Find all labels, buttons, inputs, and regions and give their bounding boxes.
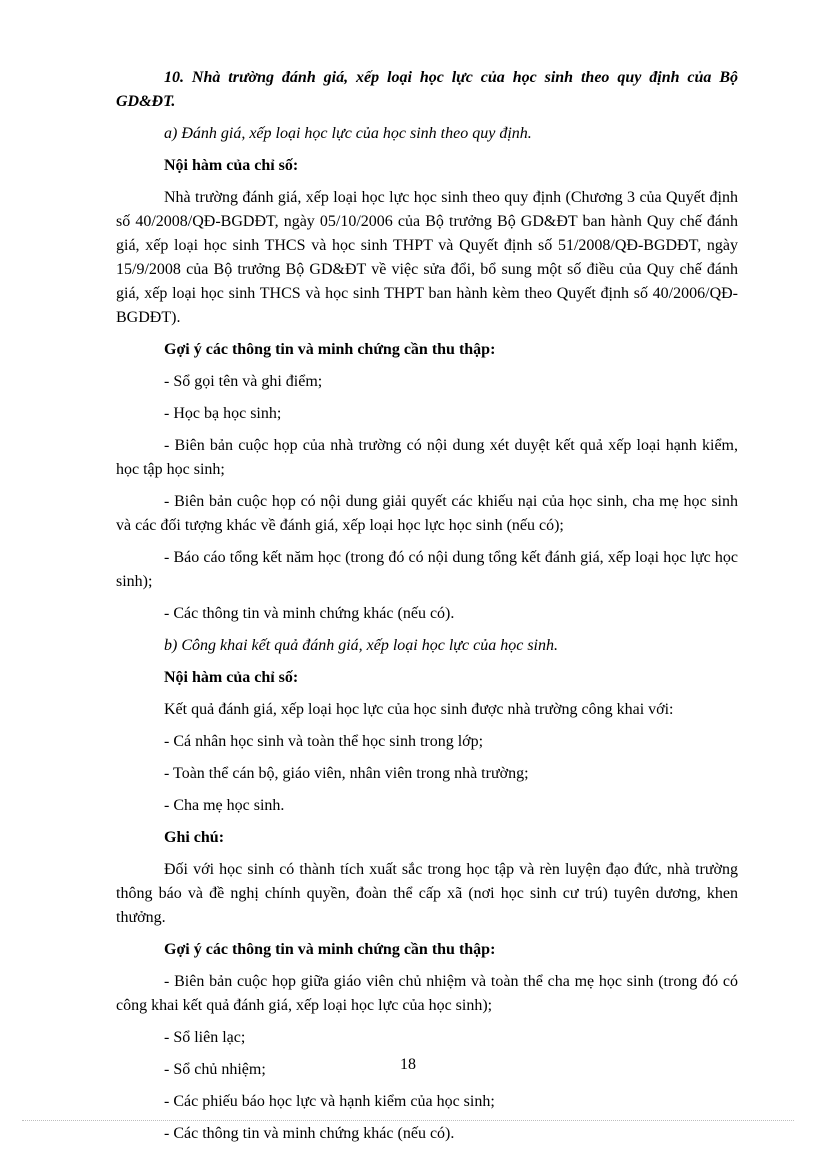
part-b-audience-item: - Cha mẹ học sinh. [164,797,285,814]
part-a-evidence-item: - Biên bản cuộc họp có nội dung giải quyết các khiếu nại của học sinh, cha mẹ học sinh và các đối tượng khác về đánh giá, xếp loại học lực học sinh (nếu có); [116,493,738,534]
part-a-evidence-item: - Báo cáo tổng kết năm học (trong đó có nội dung tổng kết đánh giá, xếp loại học lực học sinh); [116,549,738,590]
part-a-meaning-label: Nội hàm của chỉ số: [164,157,299,174]
part-b-meaning-text: Kết quả đánh giá, xếp loại học lực của học sinh được nhà trường công khai với: [164,701,674,718]
page-content [116,66,738,1154]
part-a-evidence-item: - Sổ gọi tên và ghi điểm; [164,373,323,390]
part-a-evidence-item: - Học bạ học sinh; [164,405,282,422]
part-b-evidence-item: - Các phiếu báo học lực và hạnh kiểm của học sinh; [164,1093,495,1110]
part-b-note-label: Ghi chú: [164,829,225,846]
part-a-title: a) Đánh giá, xếp loại học lực của học sinh theo quy định. [164,125,532,142]
part-a-evidence-item: - Biên bản cuộc họp của nhà trường có nội dung xét duyệt kết quả xếp loại hạnh kiểm, học tập học sinh; [116,437,738,478]
part-b-evidence-item: - Các thông tin và minh chứng khác (nếu có). [164,1125,455,1142]
part-b-evidence-label: Gợi ý các thông tin và minh chứng cần thu thập: [164,941,496,958]
part-b-evidence-item: - Sổ chủ nhiệm; [164,1061,266,1078]
part-b-title: b) Công khai kết quả đánh giá, xếp loại học lực của học sinh. [164,637,558,654]
part-b-note-text: Đối với học sinh có thành tích xuất sắc trong học tập và rèn luyện đạo đức, nhà trường thông báo và đề nghị chính quyền, đoàn thể cấp xã (nơi học sinh cư trú) tuyên dương, khen thưởng. [116,861,738,926]
page-bottom-divider [22,1120,794,1121]
section-heading: 10. Nhà trường đánh giá, xếp loại học lực của học sinh theo quy định của Bộ GD&ĐT. [116,69,738,110]
part-b-audience-item: - Cá nhân học sinh và toàn thể học sinh trong lớp; [164,733,484,750]
part-a-evidence-item: - Các thông tin và minh chứng khác (nếu có). [164,605,455,622]
page-number: 18 [400,1056,416,1073]
part-b-evidence-item: - Sổ liên lạc; [164,1029,246,1046]
part-b-evidence-item: - Biên bản cuộc họp giữa giáo viên chủ nhiệm và toàn thể cha mẹ học sinh (trong đó có công khai kết quả đánh giá, xếp loại học lực của học sinh); [116,973,738,1014]
part-a-evidence-label: Gợi ý các thông tin và minh chứng cần thu thập: [164,341,496,358]
part-a-meaning-text: Nhà trường đánh giá, xếp loại học lực học sinh theo quy định (Chương 3 của Quyết định số 40/2008/QĐ-BGDĐT, ngày 05/10/2006 của Bộ trưởng Bộ GD&ĐT ban hành Quy chế đánh giá, xếp loại học sinh THCS và học sinh THPT và Quyết định số 51/2008/QĐ-BGDĐT, ngày 15/9/2008 của Bộ trưởng Bộ GD&ĐT về việc sửa đổi, bổ sung một số điều của Quy chế đánh giá, xếp loại học sinh THCS và học sinh THPT ban hành kèm theo Quyết định số 40/2006/QĐ-BGDĐT). [116,189,738,326]
part-b-audience-item: - Toàn thể cán bộ, giáo viên, nhân viên trong nhà trường; [164,765,529,782]
part-b-meaning-label: Nội hàm của chỉ số: [164,669,299,686]
